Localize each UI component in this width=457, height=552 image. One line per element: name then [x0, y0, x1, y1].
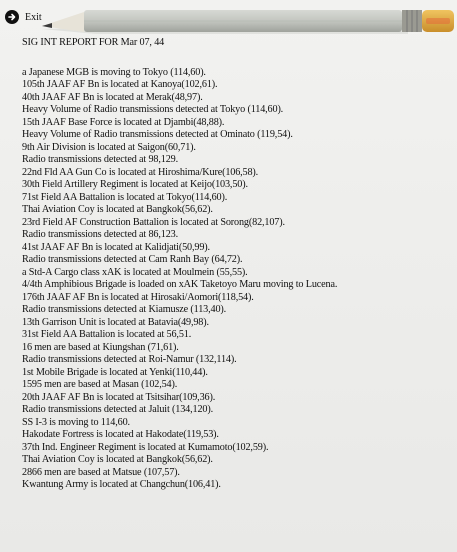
report-line: 20th JAAF AF Bn is located at Tsitsihar(109,36). [22, 391, 216, 403]
report-line: 9th Air Division is located at Saigon(60,71). [22, 141, 196, 153]
report-line: Heavy Volume of Radio transmissions detected at Ominato (119,54). [22, 129, 293, 140]
report-line: 2866 men are based at Matsue (107,57). [22, 466, 180, 478]
report-line: 40th JAAF AF Bn is located at Merak(48,97). [22, 91, 203, 103]
report-line: Radio transmissions detected at 86,123. [22, 229, 178, 240]
report-line: 23rd Field AF Construction Battalion is located at Sorong(82,107). [22, 216, 285, 228]
report-line: 4/4th Amphibious Brigade is loaded on xAK Taketoyo Maru moving to Lucena. [22, 279, 338, 290]
report-line: 30th Field Artillery Regiment is located at Keijo(103,50). [22, 179, 248, 190]
report-line: 1st Mobile Brigade is located at Yenki(110,44). [22, 366, 208, 378]
report-line: Hakodate Fortress is located at Hakodate(119,53). [22, 429, 219, 440]
report-line: 176th JAAF AF Bn is located at Hirosaki/Aomori(118,54). [22, 291, 254, 303]
exit-label: Exit [25, 11, 42, 23]
exit-button[interactable] [5, 9, 42, 25]
report-line: a Std-A Cargo class xAK is located at Moulmein (55,55). [22, 266, 248, 278]
exit-arrow-icon [5, 10, 19, 24]
sigint-report [22, 37, 453, 492]
report-line: Radio transmissions detected at Kiamusze (113,40). [22, 304, 227, 315]
report-line: Thai Aviation Coy is located at Bangkok(56,62). [22, 454, 213, 465]
report-line: 31st Field AA Battalion is located at 56,51. [22, 329, 192, 340]
report-line: Radio transmissions detected at Roi-Namur (132,114). [22, 354, 237, 365]
report-line: 37th Ind. Engineer Regiment is located at Kumamoto(102,59). [22, 441, 269, 453]
report-line: Heavy Volume of Radio transmissions detected at Tokyo (114,60). [22, 104, 284, 115]
report-line: Thai Aviation Coy is located at Bangkok(56,62). [22, 204, 213, 215]
report-line: 105th JAAF AF Bn is located at Kanoya(102,61). [22, 79, 218, 90]
report-title: SIG INT REPORT FOR Mar 07, 44 [22, 37, 165, 48]
report-line: SS I-3 is moving to 114,60. [22, 416, 130, 428]
report-lines [22, 67, 453, 492]
report-line: 15th JAAF Base Force is located at Djambi(48,88). [22, 116, 225, 128]
report-line: Kwantung Army is located at Changchun(106,41). [22, 479, 221, 490]
report-line: 13th Garrison Unit is located at Batavia(49,98). [22, 316, 209, 328]
report-line: Radio transmissions detected at Jaluit (134,120). [22, 404, 213, 415]
report-line: 16 men are based at Kiungshan (71,61). [22, 341, 179, 353]
report-line: 71st Field AA Battalion is located at Tokyo(114,60). [22, 191, 228, 203]
report-line: 41st JAAF AF Bn is located at Kalidjati(50,99). [22, 241, 210, 253]
pencil-icon [38, 4, 456, 36]
report-line: 22nd Fld AA Gun Co is located at Hiroshima/Kure(106,58). [22, 166, 259, 178]
report-line: Radio transmissions detected at 98,129. [22, 154, 178, 165]
report-line: Radio transmissions detected at Cam Ranh Bay (64,72). [22, 254, 243, 265]
report-line: 1595 men are based at Masan (102,54). [22, 379, 178, 390]
report-line: a Japanese MGB is moving to Tokyo (114,60). [22, 66, 206, 78]
